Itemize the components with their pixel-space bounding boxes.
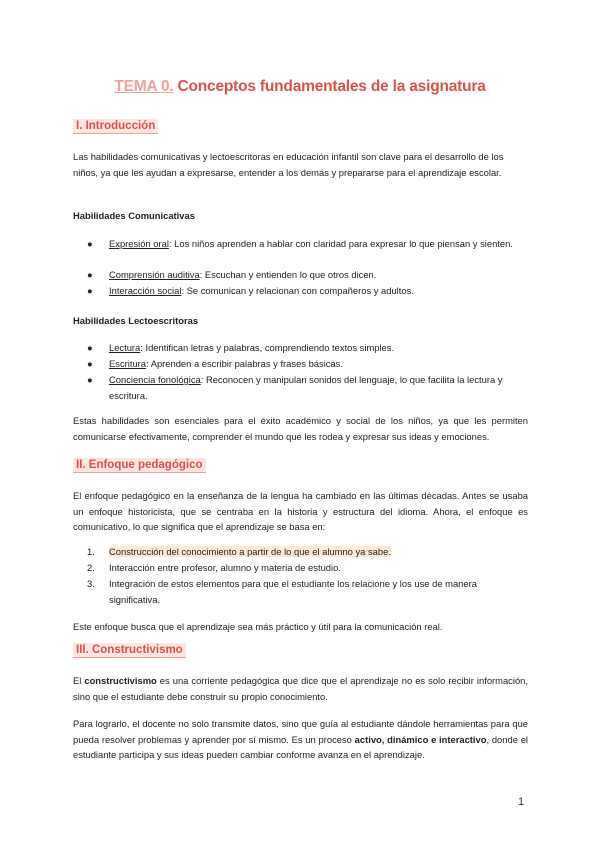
- list-text: : Escuchan y entienden lo que otros dicen.: [199, 269, 377, 280]
- list-text: : Aprenden a escribir palabras y frases básicas.: [146, 358, 343, 369]
- list-term: Conciencia fonológica: [109, 374, 201, 385]
- bullet-icon: ●: [87, 269, 93, 280]
- list-text: Construcción del conocimiento a partir de lo que el alumno ya sabe.: [109, 546, 391, 557]
- bullet-icon: ●: [87, 342, 93, 353]
- list-item: [87, 340, 527, 356]
- enfoque-paragraph-1: El enfoque pedagógico en la enseñanza de la lengua ha cambiado en las últimas décadas. Antes se usaba un enfoque historicista, que se centraba en la historia y estructura del idioma. Ahora, el enfoque es comunicativo, lo que significa que el aprendizaje se basa en:: [73, 490, 528, 532]
- list-item: [87, 544, 527, 560]
- title-text: Conceptos fundamentales de la asignatura: [177, 78, 486, 95]
- bold-term: activo, dinámico e interactivo: [354, 733, 487, 745]
- bullet-icon: ●: [87, 285, 93, 296]
- intro-paragraph-1: Las habilidades comunicativas y lectoescritoras en educación infantil son clave para el desarrollo de los niños, ya que les ayudan a expresarse, entender a los demás y prepararse para el aprendizaje escolar.: [73, 151, 504, 178]
- list-item: [87, 236, 527, 252]
- list-item: [87, 560, 527, 576]
- page-title: [0, 78, 600, 96]
- list-text: : Los niños aprenden a hablar con claridad para expresar lo que piensan y sienten.: [168, 238, 513, 249]
- list-number: 3.: [87, 578, 95, 589]
- list-item: [87, 372, 527, 403]
- constructivismo-paragraph-2: [73, 716, 528, 763]
- text-run: El: [73, 675, 85, 686]
- list-text: : Se comunican y relacionan con compañeros y adultos.: [181, 285, 414, 296]
- bullet-icon: ●: [87, 238, 93, 249]
- constructivismo-paragraph-1: [73, 673, 528, 704]
- list-term: Lectura: [109, 342, 141, 353]
- text-run: es una corriente pedagógica que dice que el aprendizaje no es solo recibir información, sino que el estudiante debe construir su propio conocimiento.: [73, 675, 528, 702]
- heading-enfoque-pedagogico: II. Enfoque pedagógico: [73, 458, 206, 473]
- text-run: , donde el estudiante participa y sus ideas pueden cambiar conforme avanza en el aprendizaje.: [73, 733, 528, 760]
- list-text: Integración de estos elementos para que el estudiante los relacione y los use de manera significativa.: [109, 578, 477, 605]
- heading-constructivismo: III. Constructivismo: [73, 643, 186, 658]
- title-tema: TEMA 0.: [114, 78, 174, 95]
- page-number: 1: [518, 796, 525, 808]
- list-item: [87, 356, 527, 372]
- list-term: Escritura: [109, 358, 146, 369]
- list-item: [87, 267, 527, 283]
- list-text: : Reconocen y manipulan sonidos del lenguaje, lo que facilita la lectura y escritura.: [109, 374, 503, 401]
- list-item: [87, 576, 527, 607]
- bullet-icon: ●: [87, 374, 93, 385]
- list-term: Comprensión auditiva: [109, 269, 200, 280]
- list-term: Interacción social: [109, 285, 182, 296]
- list-number: 2.: [87, 562, 95, 573]
- list-number: 1.: [87, 546, 95, 557]
- intro-paragraph-2: Estas habilidades son esenciales para el éxito académico y social de los niños, ya que les permiten comunicarse efectivamente, comprender el mundo que les rodea y expresar sus ideas y emociones.: [73, 415, 528, 442]
- bullet-icon: ●: [87, 358, 93, 369]
- subheading-habilidades-lectoescritoras: Habilidades Lectoescritoras: [73, 315, 199, 326]
- list-text: : Identifican letras y palabras, comprendiendo textos simples.: [140, 342, 395, 353]
- list-text: Interacción entre profesor, alumno y materia de estudio.: [109, 562, 341, 573]
- subheading-habilidades-comunicativas: Habilidades Comunicativas: [73, 210, 195, 221]
- heading-introduccion: I. Introducción: [73, 119, 158, 134]
- text-run: Para lograrlo, el docente no solo transmite datos, sino que guía al estudiante dándole herramientas para que pueda resolver problemas y aprender por sí mismo. Es un proceso: [73, 718, 528, 745]
- enfoque-paragraph-2: Este enfoque busca que el aprendizaje sea más práctico y útil para la comunicación real.: [73, 621, 443, 632]
- list-item: [87, 283, 527, 299]
- list-term: Expresión oral: [109, 238, 169, 249]
- bold-term: constructivismo: [84, 675, 157, 686]
